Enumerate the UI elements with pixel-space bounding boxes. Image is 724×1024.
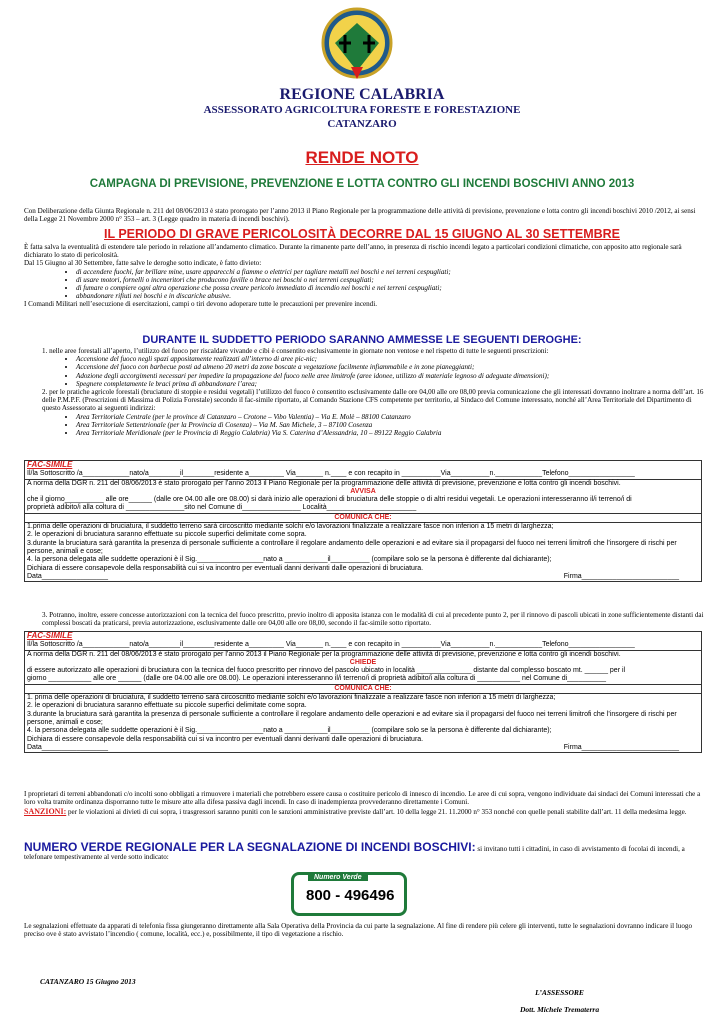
list-item: • Area Territoriale Centrale (per le province di Catanzaro – Crotone – Vibo Valentia) – Via E. Molè – 88100 Catanzaro bbox=[76, 413, 704, 421]
segnalazioni-paragraph: Le segnalazioni effettuate da apparati di telefonia fissa giungeranno direttamente alla Sala Operativa della Provincia da cui parte la segnalazione. Al fine di rendere più celere gli interventi, tutte le segnalazioni dovranno indicare il luogo preciso ove è stato avvistato l’incendio ( comune, località, ecc.) e, possibilmente, il tipo di vegetazione a rischio. bbox=[24, 922, 692, 939]
footer-signature bbox=[520, 988, 599, 1014]
list-item: • Area Territoriale Meridionale (per le Provincia di Reggio Calabria) Via S. Caterina d’Alessandria, 10 – 89122 Reggio Calabria bbox=[76, 429, 704, 437]
sanzioni-text: per le violazioni ai divieti di cui sopra, i trasgressori saranno puniti con le sanzioni amministrative previste dall’art. 10 della legge 21. 11.2000 n° 353 nonché con quelle penali stabilite dall’art. 11 della medesima legge. bbox=[66, 808, 687, 817]
form-data: Data_________________ bbox=[27, 572, 108, 580]
list-item: • Accensione del fuoco negli spazi appositamente realizzati all’interno di aree pic-nic; bbox=[76, 355, 704, 363]
city-title: CATANZARO bbox=[327, 118, 397, 130]
form-item: Dichiara di essere consapevole della responsabilità cui si va incontro per eventuali danni derivanti dalle operazioni di bruciatura. bbox=[27, 564, 424, 572]
list-item: • di fumare o compiere ogni altra operazione che possa creare pericolo immediato di incendio nei boschi e nei terreni cespugliati; bbox=[76, 284, 704, 292]
fac-simile-form-1 bbox=[24, 460, 702, 582]
form-norma: A norma della DGR n. 211 del 08/06/2013 è stato prorogato per l’anno 2013 il Piano Regionale per la programmazione delle attività di previsione, prevenzione e lotta contro gli incendi boschivi. bbox=[25, 650, 701, 659]
assessore-name: Dott. Michele Trematerra bbox=[520, 1005, 600, 1014]
form-avvisa: AVVISA bbox=[350, 487, 376, 495]
list-item: • Accensione del fuoco con barbecue posti ad almeno 20 metri da zone boscate a vegetazione facilmente infiammabile e in zone pianeggianti; bbox=[76, 363, 704, 371]
list-item: • Adozione degli accorgimenti necessari per impedire la propagazione del fuoco nelle aree limitrofe (aree idonee, utilizzo di materiale legnoso di adeguate dimensioni); bbox=[76, 372, 704, 380]
form-item: 1.prima delle operazioni di bruciatura, il suddetto terreno sarà circoscritto mediante solchi e/o lavorazioni finalizzate a realizzare fasce non inferiori a 15 metri di larghezza; bbox=[25, 522, 701, 531]
form-data: Data_________________ bbox=[27, 743, 108, 751]
form-comunica: COMUNICA CHE: bbox=[25, 513, 701, 522]
footer-date: CATANZARO 15 Giugno 2013 bbox=[40, 977, 136, 986]
divieti-list bbox=[24, 268, 704, 301]
numero-verde-text: si invitano tutti i cittadini, in caso di avvistamento di focolai di incendi, a telefonare tempestivamente al verde sotto indicato: bbox=[24, 845, 685, 862]
form-firma: Firma_________________________ bbox=[563, 743, 679, 751]
periodo-heading: IL PERIODO DI GRAVE PERICOLOSITÀ DECORRE DAL 15 GIUGNO AL 30 SETTEMBRE bbox=[103, 227, 621, 241]
form-item: 3.durante la bruciatura sarà garantita la presenza di personale sufficiente a controllare il regolare andamento delle operazioni e ad evitare sia il propagarsi del fuoco nei terreni limitrofi che l’insorgere di rischi per persone, animali e cose; bbox=[27, 710, 677, 726]
department-title: ASSESSORATO AGRICOLTURA FORESTE E FORESTAZIONE bbox=[203, 104, 521, 116]
form-firma: Firma_________________________ bbox=[563, 572, 679, 580]
deroghe-section: 1. nelle aree forestali all’aperto, l’utilizzo del fuoco per riscaldare vivande e cibi è consentito esclusivamente in giornate non ventose e nel rispetto di tutte le seguenti prescrizioni: • Accensione del fuoco negli spazi appositamente realizzati all’interno di aree pic-nic; • Accensione del fuoco con barbecue posti ad almeno 20 metri da zone boscate a vegetazione facilmente infiammabile e in zone pianeggianti; • Adozione degli accorgimenti necessari per impedire la propagazione del fuoco nelle aree limitrofe (aree idonee, utilizzo di materiale legnoso di adeguate dimensioni); • Spegnere completamente le braci prima di abbandonare l’area; 2. per le pratiche agricole forestali (bruciature di stoppie e residui vegetali) l’utilizzo del fuoco è consentito esclusivamente dalle ore 04,00 alle ore 08,00 previa comunicazione che gli interessati dovranno inoltrare a norma dell’art. 16 delle P.M.P.F. (Prescrizioni di Massima di Polizia Forestale) secondo il fac-simile riportato, al Comando Stazione CFS competente per territorio, al Sindaco del Comune interessato, nonché all’Area Territoriale del Dipartimento di questo Assessorato ai seguenti indirizzi: • Area Territoriale Centrale (per le province di Catanzaro – Crotone – Vibo Valentia) – Via E. Molè – 88100 Catanzaro • Area Territoriale Settentrionale (per la Provincia di Cosenza) – Via M. San Michele, 3 – 87100 Cosenza • Area Territoriale Meridionale (per le Provincia di Reggio Calabria) Via S. Caterina d’Alessandria, 10 – 89122 Reggio Calabria bbox=[24, 347, 704, 437]
deroga3-section: 3. Potranno, inoltre, essere concesse autorizzazioni con la tecnica del fuoco prescritto, previo inoltro di apposita istanza con le modalità di cui al precedente punto 2, per il rinnovo di pascoli ubicati in zone sufficientemente distanti dai complessi boscati da praticarsi, previa autorizzazione, esclusivamente dalle ore 04,00 alle ore 08,00, secondo il fac-simile sotto riportato. bbox=[42, 611, 704, 628]
form-sottoscritto: Il/la Sottoscritto /a____________nato/a________il________residente a_________ Via_______ n.____ e con recapito in __________Via__________n.____________Telefono_________________ bbox=[27, 470, 635, 478]
list-item: • di accendere fuochi, far brillare mine, usare apparecchi a fiamme o elettrici per tagliare metalli nei boschi e nei terreni cespugliati; bbox=[76, 268, 704, 276]
fac-simile-form-2 bbox=[24, 631, 702, 753]
numero-verde-label: Numero Verde bbox=[308, 874, 368, 881]
numero-verde-box bbox=[291, 872, 407, 916]
form-chiede: CHIEDE bbox=[349, 658, 377, 666]
form-item: 2. le operazioni di bruciatura saranno effettuate su piccole superfici delimitate come sopra. bbox=[27, 531, 307, 539]
form-item: Dichiara di essere consapevole della responsabilità cui si va incontro per eventuali danni derivanti dalle operazioni di bruciatura. bbox=[27, 735, 424, 743]
campagna-heading: CAMPAGNA DI PREVISIONE, PREVENZIONE E LOTTA CONTRO GLI INCENDI BOSCHIVI ANNO 2013 bbox=[89, 178, 635, 190]
periodo-section: È fatta salva la eventualità di estendere tale periodo in relazione all’andamento climatico. Durante la rimanente parte dell’anno, in presenza di rischio incendi legato a particolari condizioni climatiche, con apposito atto regionale sarà dichiarato lo stato di pericolosità. Dal 15 Giugno al 30 Settembre, fatte salve le deroghe sotto indicate, è fatto divieto: • di accendere fuochi, far brillare mine, usare apparecchi a fiamme o elettrici per tagliare metalli nei boschi e nei terreni cespugliati; • di usare motori, fornelli o inceneritori che producono faville o brace nei boschi o nei terreni cespugliati; • di fumare o compiere ogni altra operazione che possa creare pericolo immediato di incendio nei boschi e nei terreni cespugliati; • abbandonare rifiuti nei boschi e in discariche abusive. I Comandi Militari nell’esecuzione di esercitazioni, campi o tiri devono adoperare tutte le precauzioni per prevenire incendi. bbox=[24, 243, 704, 309]
form-item: 1. prima delle operazioni di bruciatura, il suddetto terreno sarà circoscritto mediante solchi e/o lavorazioni finalizzate a realizzare fasce non inferiori a 15 metri di larghezza; bbox=[25, 693, 701, 702]
assessore-role: L’ASSESSORE bbox=[535, 988, 584, 997]
form-item: 4. la persona delegata alle suddette operazioni è il Sig._________________nato a ___________il__________ (compilare solo se la persona è differente dal dichiarante); bbox=[27, 727, 552, 735]
form-giorno: giorno ___________ alle ore ______ (dalle ore 04.00 alle ore 08.00). Le operazioni interesseranno il/i terreno/i di proprietà adibito/i alla coltura di ___________ nel Comune di__________ bbox=[27, 675, 607, 683]
form-autorizzato: di essere autorizzato alle operazioni di bruciatura con la tecnica del fuoco prescritto per rinnovo del pascolo ubicato in località ______________ distante dal complesso boscato mt. ______ per il bbox=[27, 667, 626, 675]
form-sottoscritto: Il/la Sottoscritto /a____________nato/a________il________residente a_________ Via_______ n.____ e con recapito in __________Via__________n.____________Telefono_________________ bbox=[27, 641, 635, 649]
list-item: • Spegnere completamente le braci prima di abbandonare l’area; bbox=[76, 380, 704, 388]
sanzioni-label: SANZIONI: bbox=[24, 807, 67, 817]
proprietari-paragraph: I proprietari di terreni abbandonati c/o incolti sono obbligati a rimuovere i materiali che potrebbero essere causa o costituire pericolo di innesco di incendio. Le aree di cui sopra, vengono individuate dai sindaci dei Comuni interessati che a loro volta tramite ordinanza disporranno tutte le misure atte alla difesa passiva dagli incendi. In caso di inadempienza provvederanno direttamente i Comuni. SANZIONI: per le violazioni ai divieti di cui sopra, i trasgressori saranno puniti con le sanzioni amministrative previste dall’art. 10 della legge 21. 11.2000 n° 353 nonché con quelle penali stabilite dall’art. 11 della medesima legge. bbox=[24, 790, 701, 817]
intro-paragraph: Con Deliberazione della Giunta Regionale n. 211 del 08/06/2013 è stato prorogato per l’anno 2013 il Piano Regionale per la programmazione delle attività di previsione, prevenzione e lotta contro gli incendi boschivi 2010 /2012, ai sensi della Legge 21 Novembre 2000 n° 353 – art. 3 (Legge quadro in materia di incendi boschivi). bbox=[24, 207, 696, 224]
form-proprieta: proprietà adibito/i alla coltura di _______________sito nel Comune di_______________ Località_______________________ bbox=[27, 504, 417, 512]
crest-icon bbox=[317, 5, 397, 85]
fac-simile-label: FAC-SIMILE bbox=[27, 460, 73, 469]
form-item: 4. la persona delegata alle suddette operazioni è il Sig._________________nato a ___________il__________ (compilare solo se la persona è differente dal dichiarante); bbox=[27, 556, 552, 564]
list-item: • di usare motori, fornelli o inceneritori che producono faville o brace nei boschi o nei terreni cespugliati; bbox=[76, 276, 704, 284]
form-comunica: COMUNICA CHE: bbox=[25, 684, 701, 693]
numero-verde-heading: NUMERO VERDE REGIONALE PER LA SEGNALAZIONE DI INCENDI BOSCHIVI: bbox=[24, 840, 476, 854]
form-item: 2. le operazioni di bruciatura saranno effettuate su piccole superfici delimitate come sopra. bbox=[27, 702, 307, 710]
form-item: 3.durante la bruciatura sarà garantita la presenza di personale sufficiente a controllare il regolare andamento delle operazioni e ad evitare sia il propagarsi del fuoco nei terreni limitrofi che l’insorgere di rischi per persone, animali e cose; bbox=[27, 539, 677, 555]
page-title: REGIONE CALABRIA bbox=[279, 86, 445, 103]
numero-verde-section bbox=[24, 840, 704, 862]
list-item: • abbandonare rifiuti nei boschi e in discariche abusive. bbox=[76, 292, 704, 300]
list-item: • Area Territoriale Settentrionale (per la Provincia di Cosenza) – Via M. San Michele, 3 – 87100 Cosenza bbox=[76, 421, 704, 429]
fac-simile-label: FAC-SIMILE bbox=[27, 631, 73, 640]
form-giorno: che il giorno__________ alle ore______ (dalle ore 04.00 alle ore 08.00) si darà inizio alle operazioni di bruciatura delle stoppie o di altri residui vegetali. Le operazioni interesseranno il/i terreno/i di bbox=[27, 496, 632, 504]
numero-verde-number[interactable]: 800 - 496496 bbox=[306, 887, 395, 904]
deroghe-heading: DURANTE IL SUDDETTO PERIODO SARANNO AMMESSE LE SEGUENTI DEROGHE: bbox=[142, 334, 582, 346]
form-norma: A norma della DGR n. 211 del 08/06/2013 è stato prorogato per l’anno 2013 il Piano Regionale per la programmazione delle attività di previsione, prevenzione e lotta contro gli incendi boschivi. bbox=[25, 479, 701, 488]
deroga1-list bbox=[24, 355, 704, 388]
rende-noto-heading: RENDE NOTO bbox=[305, 148, 419, 167]
deroga2-list bbox=[24, 413, 704, 438]
